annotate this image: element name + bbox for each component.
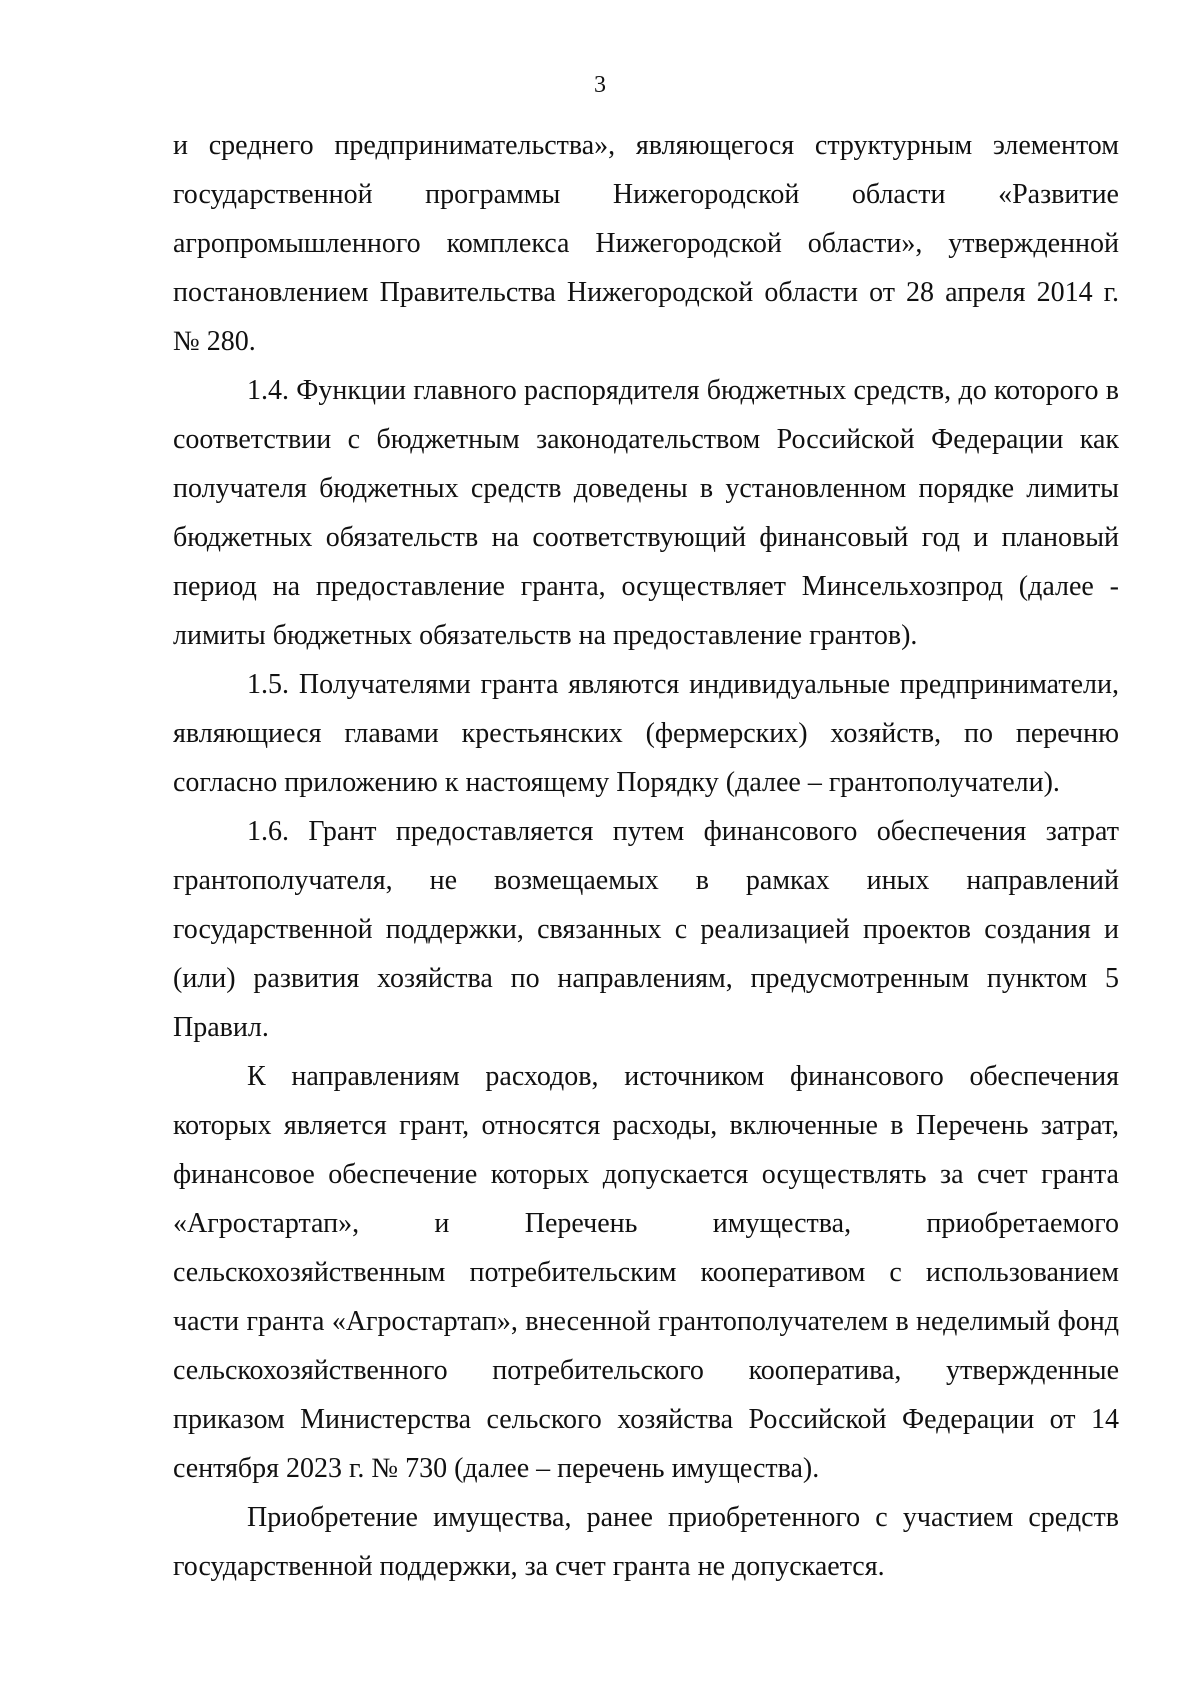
paragraph-1-4: 1.4. Функции главного распорядителя бюджетных средств, до которого в соответствии с бюджетным законодательством Российской Федерации как получателя бюджетных средств доведены в установленном порядке лимиты бюджетных обязательств на соответствующий финансовый год и плановый период на предоставление гранта, осуществляет Минсельхозпрод (далее - лимиты бюджетных обязательств на предоставление грантов). bbox=[173, 375, 1119, 651]
document-body bbox=[173, 121, 1119, 1591]
paragraph-1-5: 1.5. Получателями гранта являются индивидуальные предприниматели, являющиеся главами крестьянских (фермерских) хозяйств, по перечню согласно приложению к настоящему Порядку (далее – грантополучатели). bbox=[173, 669, 1119, 798]
page-number: 3 bbox=[594, 72, 606, 98]
paragraph-property-restriction: Приобретение имущества, ранее приобретенного с участием средств государственной поддержки, за счет гранта не допускается. bbox=[173, 1502, 1119, 1582]
paragraph-1-6: 1.6. Грант предоставляется путем финансового обеспечения затрат грантополучателя, не возмещаемых в рамках иных направлений государственной поддержки, связанных с реализацией проектов создания и (или) развития хозяйства по направлениям, предусмотренным пунктом 5 Правил. bbox=[173, 816, 1119, 1043]
paragraph-expense-directions: К направлениям расходов, источником финансового обеспечения которых является грант, относятся расходы, включенные в Перечень затрат, финансовое обеспечение которых допускается осуществлять за счет гранта «Агростартап», и Перечень имущества, приобретаемого сельскохозяйственным потребительским кооперативом с использованием части гранта «Агростартап», внесенной грантополучателем в неделимый фонд сельскохозяйственного потребительского кооператива, утвержденные приказом Министерства сельского хозяйства Российской Федерации от 14 сентября 2023 г. № 730 (далее – перечень имущества). bbox=[173, 1061, 1119, 1484]
paragraph-continuation: и среднего предпринимательства», являющегося структурным элементом государственной программы Нижегородской области «Развитие агропромышленного комплекса Нижегородской области», утвержденной постановлением Правительства Нижегородской области от 28 апреля 2014 г. № 280. bbox=[173, 130, 1119, 357]
